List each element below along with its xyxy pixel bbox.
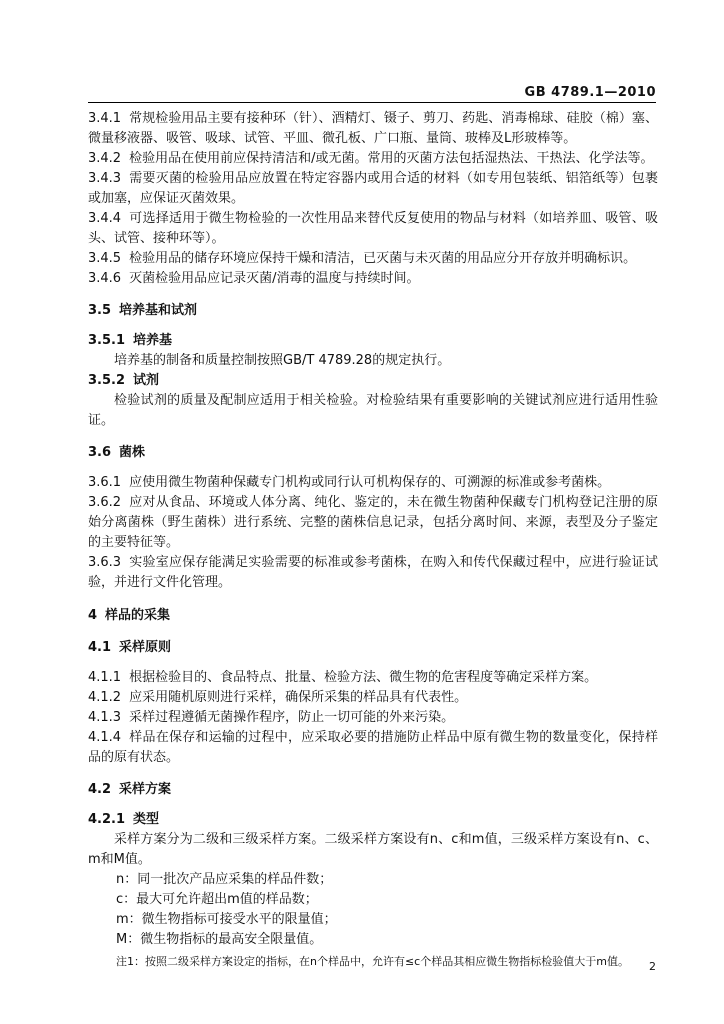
section-heading-3-6 <box>88 443 658 463</box>
clause-number: 3.6.2 <box>88 495 122 510</box>
clause-4-1-3 <box>88 708 658 728</box>
clause-text: 根据检验目的、食品特点、批量、检验方法、微生物的危害程度等确定采样方案。 <box>129 670 598 685</box>
section-title: 采样原则 <box>119 640 172 655</box>
clause-text: 灭菌检验用品应记录灭菌/消毒的温度与持续时间。 <box>129 271 420 286</box>
clause-3-6-2 <box>88 493 658 553</box>
subsection-number: 4.2.1 <box>88 812 126 827</box>
clause-number: 3.4.6 <box>88 271 122 286</box>
clause-number: 3.4.4 <box>88 211 122 226</box>
section-title: 培养基和试剂 <box>119 303 198 318</box>
subsection-heading-4-2-1 <box>88 810 658 830</box>
clause-3-4-2 <box>88 149 658 169</box>
clause-text: 样品在保存和运输的过程中，应采取必要的措施防止样品中原有微生物的数量变化，保持样品的原有状态。 <box>88 730 658 765</box>
section-number: 4.2 <box>88 782 112 797</box>
document-body <box>88 109 658 972</box>
definition-m: m：微生物指标可接受水平的限量值； <box>116 912 337 927</box>
clause-text: 需要灭菌的检验用品应放置在特定容器内或用合适的材料（如专用包装纸、铝箔纸等）包裹或加塞，应保证灭菌效果。 <box>88 171 658 206</box>
clause-3-4-1 <box>88 109 658 149</box>
section-number: 3.6 <box>88 445 112 460</box>
chapter-heading-4 <box>88 606 658 626</box>
clause-number: 3.4.1 <box>88 111 122 126</box>
clause-text: 采样过程遵循无菌操作程序，防止一切可能的外来污染。 <box>129 710 455 725</box>
clause-3-6-3 <box>88 553 658 593</box>
clause-3-6-1 <box>88 473 658 493</box>
section-title: 菌株 <box>119 445 146 460</box>
clause-4-1-4 <box>88 728 658 768</box>
subsection-title: 类型 <box>133 812 160 827</box>
note-1: 注1：按照二级采样方案设定的指标，在n个样品中，允许有≤c个样品其相应微生物指标检验值大于m值。 <box>116 955 629 968</box>
standard-number: GB 4789.1—2010 <box>524 85 656 100</box>
header-rule <box>88 102 656 103</box>
clause-3-4-3 <box>88 169 658 209</box>
page-number: 2 <box>649 960 656 973</box>
clause-text: 实验室应保存能满足实验需要的标准或参考菌株，在购入和传代保藏过程中，应进行验证试验，并进行文件化管理。 <box>88 555 658 590</box>
section-number: 3.5 <box>88 303 112 318</box>
clause-number: 4.1.1 <box>88 670 122 685</box>
chapter-title: 样品的采集 <box>105 608 171 623</box>
subsection-title: 培养基 <box>133 333 173 348</box>
section-heading-3-5 <box>88 301 658 321</box>
clause-number: 3.6.1 <box>88 475 122 490</box>
clause-4-2-1-text: 采样方案分为二级和三级采样方案。二级采样方案设有n、c和m值，三级采样方案设有n、c、m和M值。 <box>88 832 658 867</box>
clause-3-4-5 <box>88 249 658 269</box>
clause-number: 3.6.3 <box>88 555 122 570</box>
section-number: 4.1 <box>88 640 112 655</box>
subsection-number: 3.5.1 <box>88 333 126 348</box>
clause-3-5-2-text: 检验试剂的质量及配制应适用于相关检验。对检验结果有重要影响的关键试剂应进行适用性验证。 <box>88 393 658 428</box>
clause-3-4-4 <box>88 209 658 249</box>
clause-number: 3.4.3 <box>88 171 122 186</box>
clause-3-5-1-text: 培养基的制备和质量控制按照GB/T 4789.28的规定执行。 <box>114 353 451 368</box>
definition-n: n：同一批次产品应采集的样品件数； <box>116 872 333 887</box>
clause-text: 可选择适用于微生物检验的一次性用品来替代反复使用的物品与材料（如培养皿、吸管、吸头、试管、接种环等）。 <box>88 211 658 246</box>
definition-M: M：微生物指标的最高安全限量值。 <box>116 932 323 947</box>
clause-text: 检验用品在使用前应保持清洁和/或无菌。常用的灭菌方法包括湿热法、干热法、化学法等。 <box>129 151 654 166</box>
clause-text: 应对从食品、环境或人体分离、纯化、鉴定的，未在微生物菌种保藏专门机构登记注册的原始分离菌株（野生菌株）进行系统、完整的菌株信息记录，包括分离时间、来源，表型及分子鉴定的主要特征等。 <box>88 495 658 550</box>
clause-text: 常规检验用品主要有接种环（针）、酒精灯、镊子、剪刀、药匙、消毒棉球、硅胶（棉）塞、微量移液器、吸管、吸球、试管、平皿、微孔板、广口瓶、量筒、玻棒及L形玻棒等。 <box>88 111 658 146</box>
clause-number: 4.1.3 <box>88 710 122 725</box>
clause-number: 4.1.4 <box>88 730 122 745</box>
clause-4-1-1 <box>88 668 658 688</box>
subsection-title: 试剂 <box>133 373 160 388</box>
clause-number: 4.1.2 <box>88 690 122 705</box>
clause-text: 检验用品的储存环境应保持干燥和清洁，已灭菌与未灭菌的用品应分开存放并明确标识。 <box>129 251 637 266</box>
section-heading-4-1 <box>88 638 658 658</box>
clause-number: 3.4.5 <box>88 251 122 266</box>
definition-c: c：最大可允许超出m值的样品数； <box>116 892 318 907</box>
clause-3-4-6 <box>88 269 658 289</box>
subsection-heading-3-5-1 <box>88 331 658 351</box>
section-heading-4-2 <box>88 780 658 800</box>
chapter-number: 4 <box>88 608 98 623</box>
clause-4-1-2 <box>88 688 658 708</box>
clause-text: 应使用微生物菌种保藏专门机构或同行认可机构保存的、可溯源的标准或参考菌株。 <box>129 475 611 490</box>
subsection-heading-3-5-2 <box>88 371 658 391</box>
clause-number: 3.4.2 <box>88 151 122 166</box>
clause-text: 应采用随机原则进行采样，确保所采集的样品具有代表性。 <box>129 690 468 705</box>
section-title: 采样方案 <box>119 782 172 797</box>
subsection-number: 3.5.2 <box>88 373 126 388</box>
